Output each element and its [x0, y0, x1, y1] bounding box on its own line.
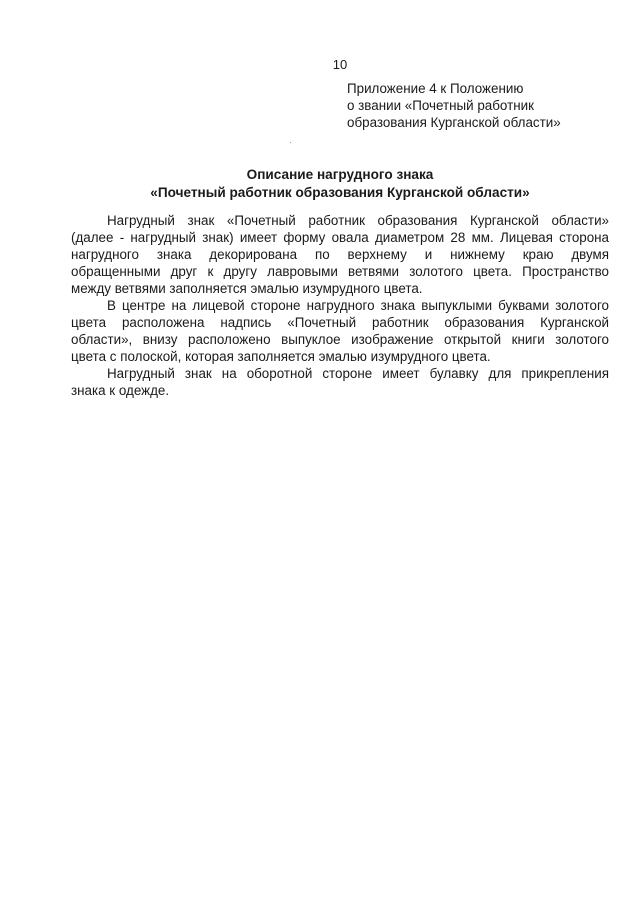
title-line: «Почетный работник образования Курганской области»: [150, 185, 530, 200]
paragraph-1-line: (далее - нагрудный знак) имеет форму овала диаметром 28 мм. Лицевая сторона: [71, 230, 609, 245]
paragraph-2-line: В центре на лицевой стороне нагрудного знака выпуклыми буквами золотого: [107, 298, 609, 313]
paragraph-1-line: Нагрудный знак «Почетный работник образования Курганской области»: [107, 213, 609, 228]
paragraph-2-line: цвета расположена надпись «Почетный работник образования Курганской: [71, 315, 609, 330]
document-body: [71, 212, 609, 399]
title-line: Описание нагрудного знака: [246, 167, 434, 182]
document-title: [0, 166, 640, 202]
paragraph-2-line: области», внизу расположено выпуклое изображение открытой книги золотого: [71, 332, 609, 347]
scan-dot: [290, 142, 291, 143]
appendix-line: о звании «Почетный работник: [347, 98, 534, 113]
appendix-reference: [347, 80, 607, 131]
paragraph-3-line: Нагрудный знак на оборотной стороне имеет булавку для прикрепления: [107, 366, 609, 381]
page-number: 10: [332, 57, 348, 72]
paragraph-3-line: знака к одежде.: [71, 383, 170, 398]
paragraph-1-line: между ветвями заполняется эмалью изумрудного цвета.: [71, 281, 423, 296]
appendix-line: Приложение 4 к Положению: [347, 81, 524, 96]
paragraph-1-line: обращенными друг к другу лавровыми ветвями золотого цвета. Пространство: [71, 264, 609, 279]
paragraph-2-line: цвета с полоской, которая заполняется эмалью изумрудного цвета.: [71, 349, 491, 364]
paragraph-1-line: нагрудного знака декорирована по верхнему и нижнему краю двумя: [71, 247, 609, 262]
appendix-line: образования Курганской области»: [347, 115, 561, 130]
